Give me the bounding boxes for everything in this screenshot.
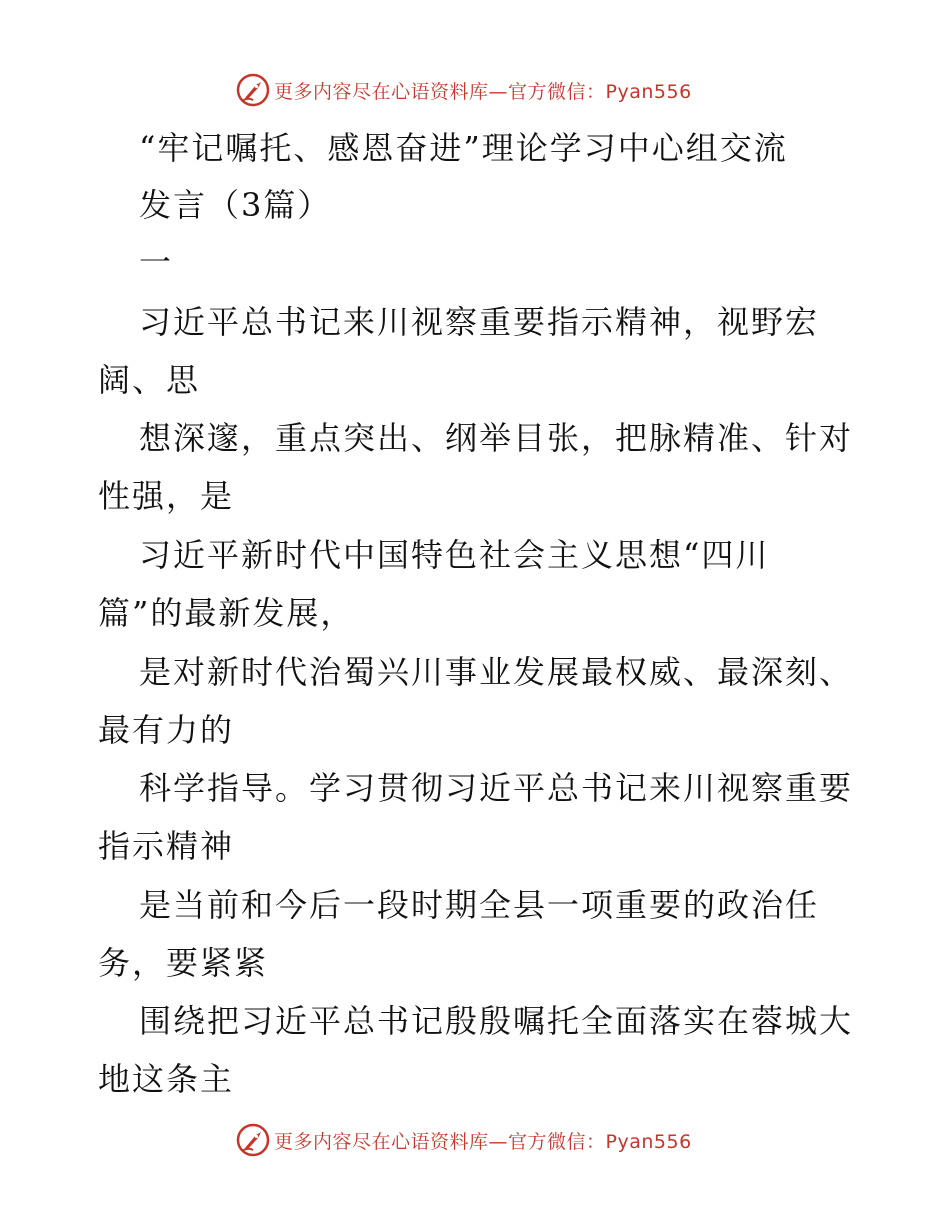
pen-nib-logo-icon	[236, 73, 270, 107]
header-watermark	[236, 72, 692, 108]
paragraph-line: 想深邃，重点突出、纲举目张，把脉精准、针对	[139, 419, 854, 457]
paragraph-line: 阔、思	[98, 361, 201, 399]
watermark-text: 更多内容尽在心语资料库—官方微信：Pyan556	[274, 80, 692, 103]
paragraph-line: 围绕把习近平总书记殷殷嘱托全面落实在蓉城大	[139, 1002, 854, 1040]
footer-watermark	[236, 1122, 692, 1158]
paragraph-line: 科学指导。学习贯彻习近平总书记来川视察重要	[139, 769, 854, 807]
paragraph-line: 指示精神	[98, 827, 235, 865]
paragraph-line: 务，要紧紧	[98, 944, 269, 982]
watermark-text: 更多内容尽在心语资料库—官方微信：Pyan556	[274, 1130, 692, 1153]
paragraph-line: 是对新时代治蜀兴川事业发展最权威、最深刻、	[139, 653, 854, 691]
paragraph-line: 是当前和今后一段时期全县一项重要的政治任	[139, 886, 820, 924]
doc-title-line-2: 发言（3篇）	[139, 186, 332, 224]
paragraph-line: 习近平总书记来川视察重要指示精神，视野宏	[139, 303, 820, 341]
paragraph-line: 最有力的	[98, 711, 235, 749]
pen-nib-logo-icon	[236, 1123, 270, 1157]
paragraph-line: 篇”的最新发展，	[98, 594, 355, 632]
paragraph-line: 习近平新时代中国特色社会主义思想“四川	[139, 536, 770, 574]
paragraph-line: 地这条主	[98, 1060, 235, 1098]
paragraph-line: 性强，是	[98, 477, 235, 515]
section-number: 一	[139, 243, 174, 281]
doc-title-line-1: “牢记嘱托、感恩奋进”理论学习中心组交流	[139, 129, 788, 167]
